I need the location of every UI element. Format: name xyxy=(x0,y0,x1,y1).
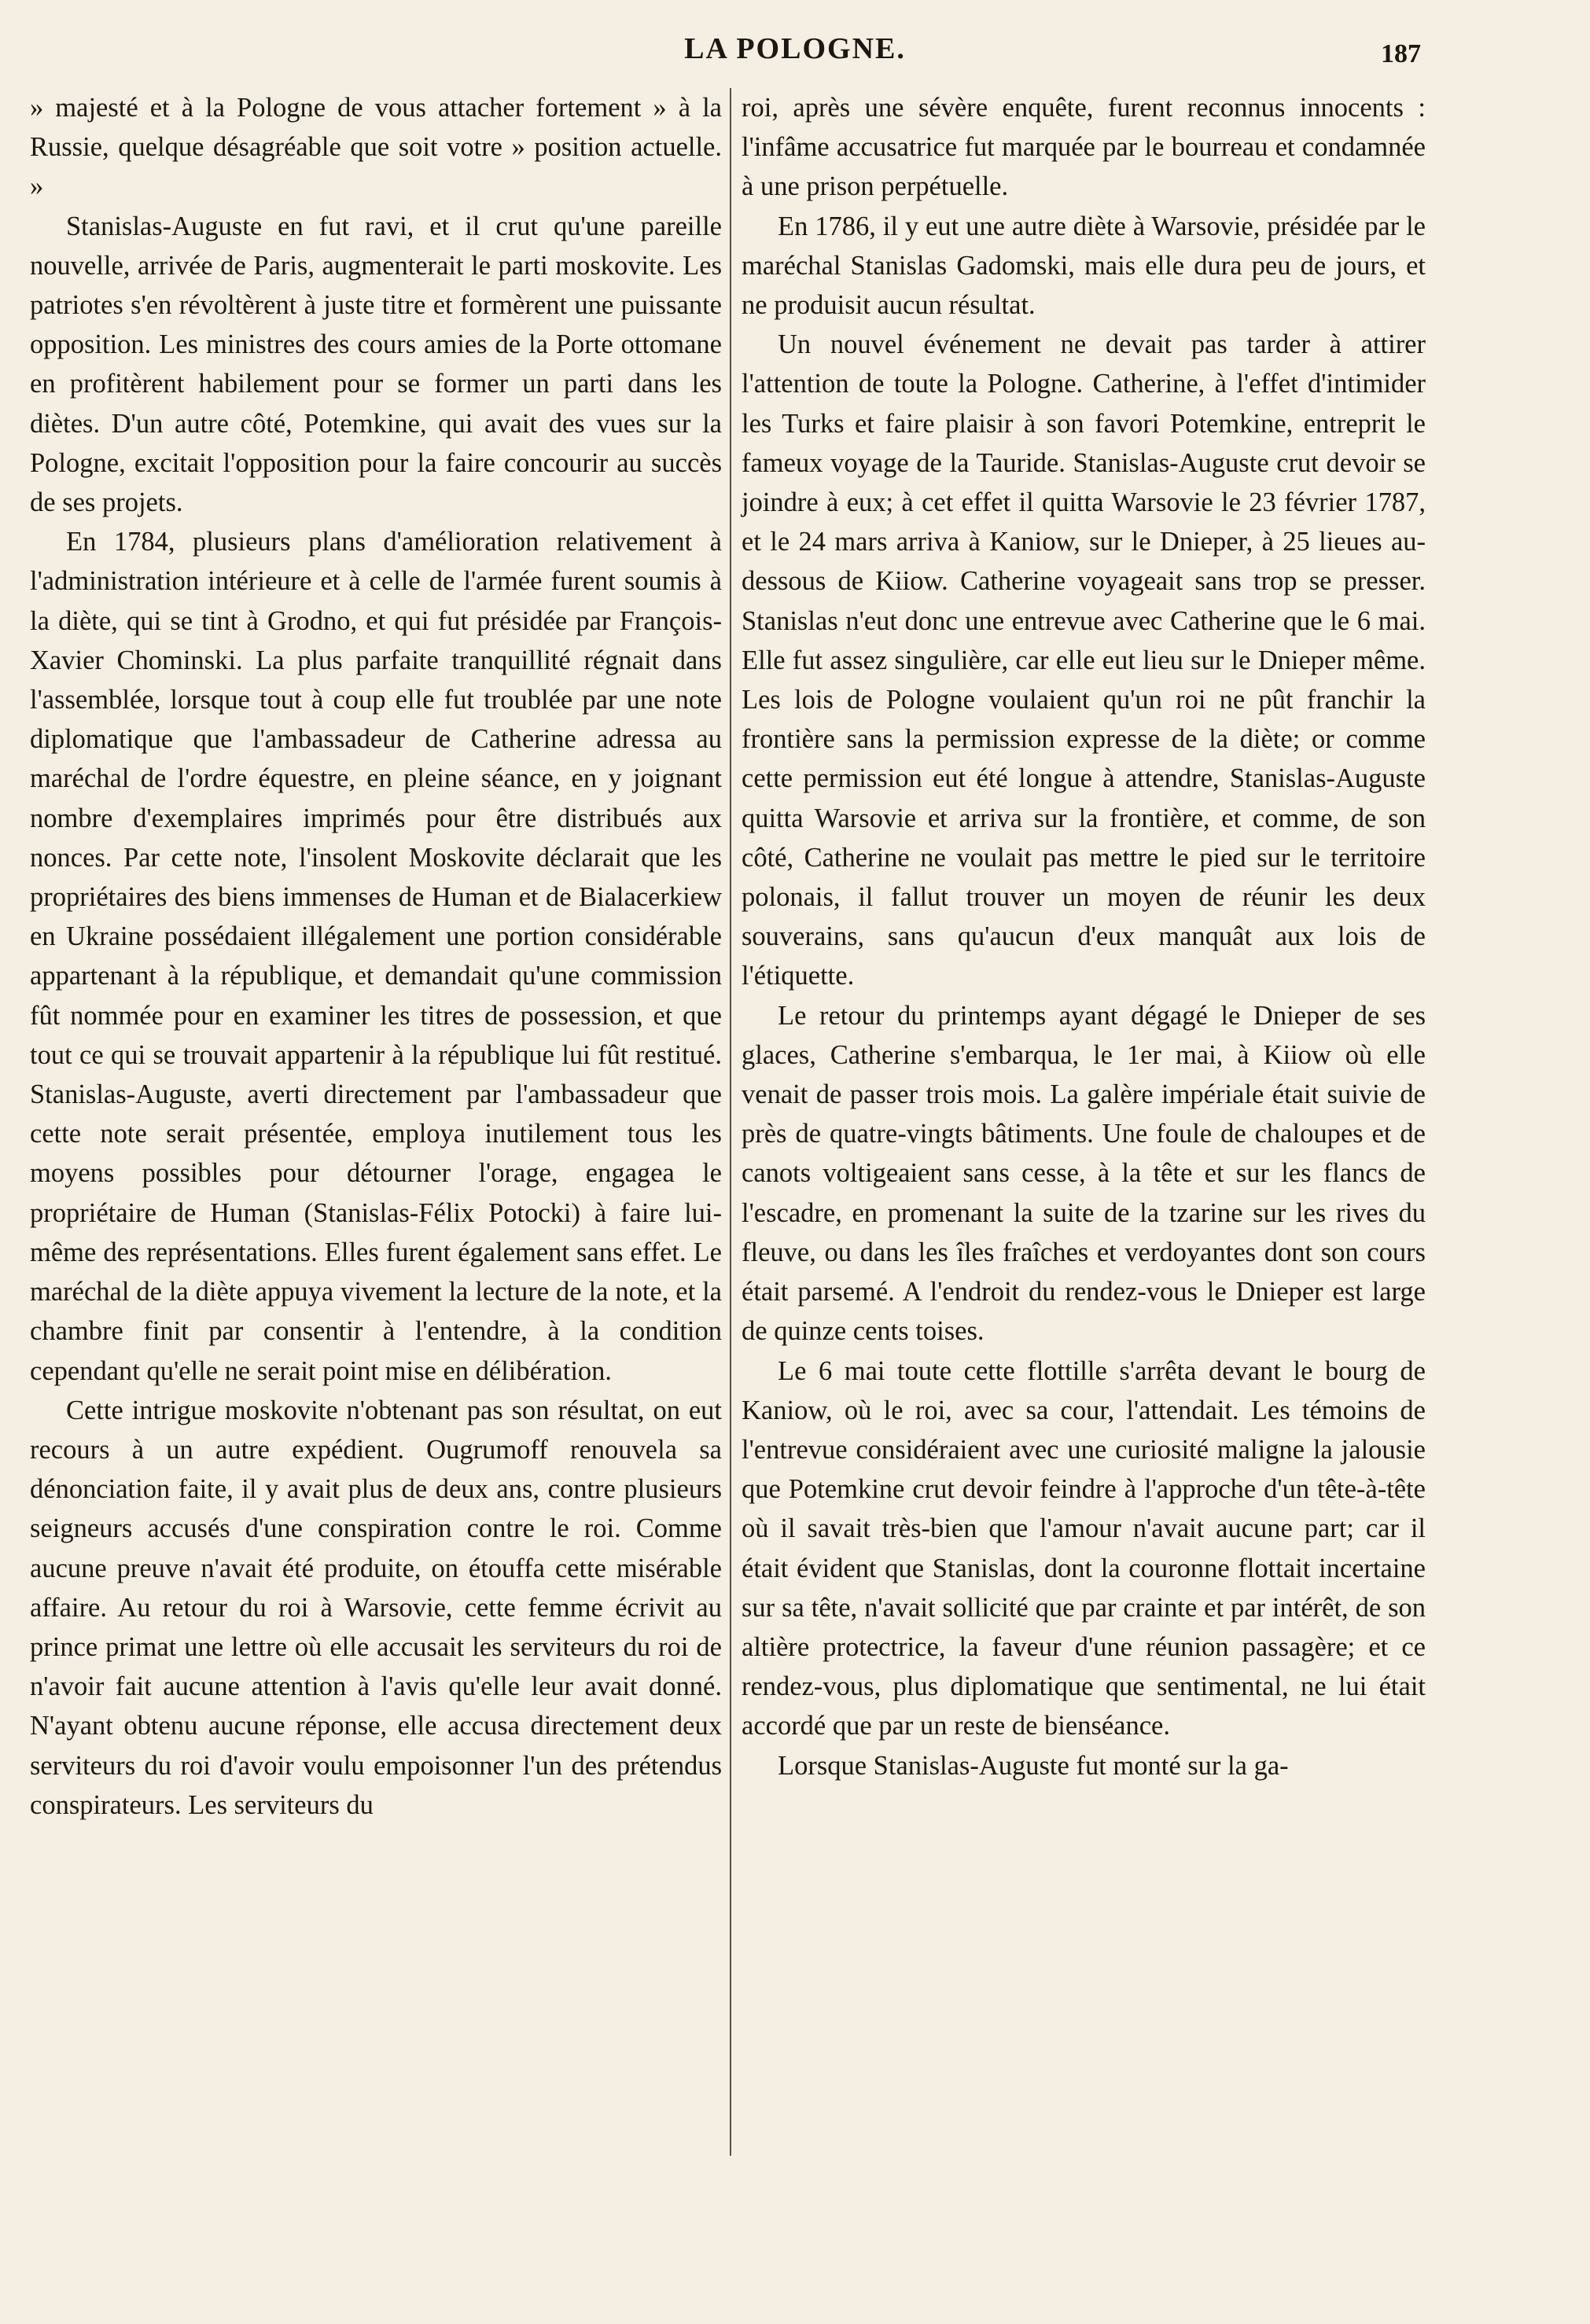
column-divider xyxy=(730,88,731,2156)
paragraph: En 1784, plusieurs plans d'amélioration relativement à l'administration intérieure et à celle de l'armée furent soumis à la diète, qui se tint à Grodno, et qui fut présidée par François-Xavier Chominski. La plus parfaite tranquillité régnait dans l'assemblée, lorsque tout à coup elle fut troublée par une note diplomatique que l'ambassadeur de Catherine adressa au maréchal de l'ordre équestre, en pleine séance, en y joignant nombre d'exemplaires imprimés pour être distribués aux nonces. Par cette note, l'insolent Moskovite déclarait que les propriétaires des biens immenses de Human et de Bialacerkiew en Ukraine possédaient illégalement une portion considérable appartenant à la république, et demandait qu'une commission fût nommée pour en examiner les titres de possession, et que tout ce qui se trouvait appartenir à la république lui fût restitué. Stanislas-Auguste, averti directement par l'ambassadeur que cette note serait présentée, employa inutilement tous les moyens possibles pour détourner l'orage, engagea le propriétaire de Human (Stanislas-Félix Potocki) à faire lui-même des représentations. Elles furent également sans effet. Le maréchal de la diète appuya vivement la lecture de la note, et la chambre finit par consentir à l'entendre, à la condition cependant qu'elle ne serait point mise en délibération. xyxy=(30,527,722,1386)
paragraph: Stanislas-Auguste en fut ravi, et il crut qu'une pareille nouvelle, arrivée de Paris, augmenterait le parti moskovite. Les patriotes s'en révoltèrent à juste titre et formèrent une puissante opposition. Les ministres des cours amies de la Porte ottomane en profitèrent habilement pour se former un parti dans les diètes. D'un autre côté, Potemkine, qui avait des vues sur la Pologne, excitait l'opposition pour la faire concourir au succès de ses projets. xyxy=(30,211,722,518)
paragraph: Le retour du printemps ayant dégagé le Dnieper de ses glaces, Catherine s'embarqua, le 1er mai, à Kiiow où elle venait de passer trois mois. La galère impériale était suivie de près de quatre-vingts bâtiments. Une foule de chaloupes et de canots voltigeaient sans cesse, à la tête et sur les flancs de l'escadre, en promenant la suite de la tzarine sur les rives du fleuve, ou dans les îles fraîches et verdoyantes dont son cours était parsemé. A l'endroit du rendez-vous le Dnieper est large de quinze cents toises. xyxy=(742,1000,1426,1347)
paragraph: En 1786, il y eut une autre diète à Warsovie, présidée par le maréchal Stanislas Gadomski, mais elle dura peu de jours, et ne produisit aucun résultat. xyxy=(742,211,1426,321)
page-number: 187 xyxy=(1381,39,1421,68)
page-header xyxy=(0,31,1590,86)
running-title: LA POLOGNE. xyxy=(684,32,906,65)
paragraph: » majesté et à la Pologne de vous attacher fortement » à la Russie, quelque désagréable que soit votre » position actuelle. » xyxy=(30,93,722,202)
paragraph: Le 6 mai toute cette flottille s'arrêta devant le bourg de Kaniow, où le roi, avec sa cour, l'attendait. Les témoins de l'entrevue considéraient avec une curiosité maligne la jalousie que Potemkine crut devoir feindre à l'approche d'un tête-à-tête où il savait très-bien que l'amour n'avait aucune part; car il était évident que Stanislas, dont la couronne flottait incertaine sur sa tête, n'avait sollicité que par crainte et par intérêt, de son altière protectrice, la faveur d'une réunion passagère; et ce rendez-vous, plus diplomatique que sentimental, ne lui était accordé que par un reste de bienséance. xyxy=(742,1355,1426,1741)
paragraph: Un nouvel événement ne devait pas tarder à attirer l'attention de toute la Pologne. Catherine, à l'effet d'intimider les Turks et faire plaisir à son favori Potemkine, entreprit le fameux voyage de la Tauride. Stanislas-Auguste crut devoir se joindre à eux; à cet effet il quitta Warsovie le 23 février 1787, et le 24 mars arriva à Kaniow, sur le Dnieper, à 25 lieues au-dessous de Kiiow. Catherine voyageait sans trop se presser. Stanislas n'eut donc une entrevue avec Catherine que le 6 mai. Elle fut assez singulière, car elle eut lieu sur le Dnieper même. Les lois de Pologne voulaient qu'un roi ne pût franchir la frontière sans la permission expresse de la diète; or comme cette permission eut été longue à attendre, Stanislas-Auguste quitta Warsovie et arriva sur la frontière, et comme, de son côté, Catherine ne voulait pas mettre le pied sur le territoire polonais, il fallut trouver un moyen de réunir les deux souverains, sans qu'aucun d'eux manquât aux lois de l'étiquette. xyxy=(742,329,1426,991)
paragraph: Cette intrigue moskovite n'obtenant pas son résultat, on eut recours à un autre expédient. Ougrumoff renouvela sa dénonciation faite, il y avait plus de deux ans, contre plusieurs seigneurs accusés d'une conspiration contre le roi. Comme aucune preuve n'avait été produite, on étouffa cette misérable affaire. Au retour du roi à Warsovie, cette femme écrivit au prince primat une lettre où elle accusait les serviteurs du roi de n'avoir fait aucune attention à l'avis qu'elle leur avait donné. N'ayant obtenu aucune réponse, elle accusa directement deux serviteurs du roi d'avoir voulu empoisonner l'un des prétendus conspirateurs. Les serviteurs du xyxy=(30,1395,722,1820)
paragraph: roi, après une sévère enquête, furent reconnus innocents : l'infâme accusatrice fut marquée par le bourreau et condamnée à une prison perpétuelle. xyxy=(742,93,1426,202)
paragraph: Lorsque Stanislas-Auguste fut monté sur la ga- xyxy=(778,1750,1289,1781)
left-column xyxy=(30,88,722,1825)
right-column xyxy=(742,88,1426,1785)
